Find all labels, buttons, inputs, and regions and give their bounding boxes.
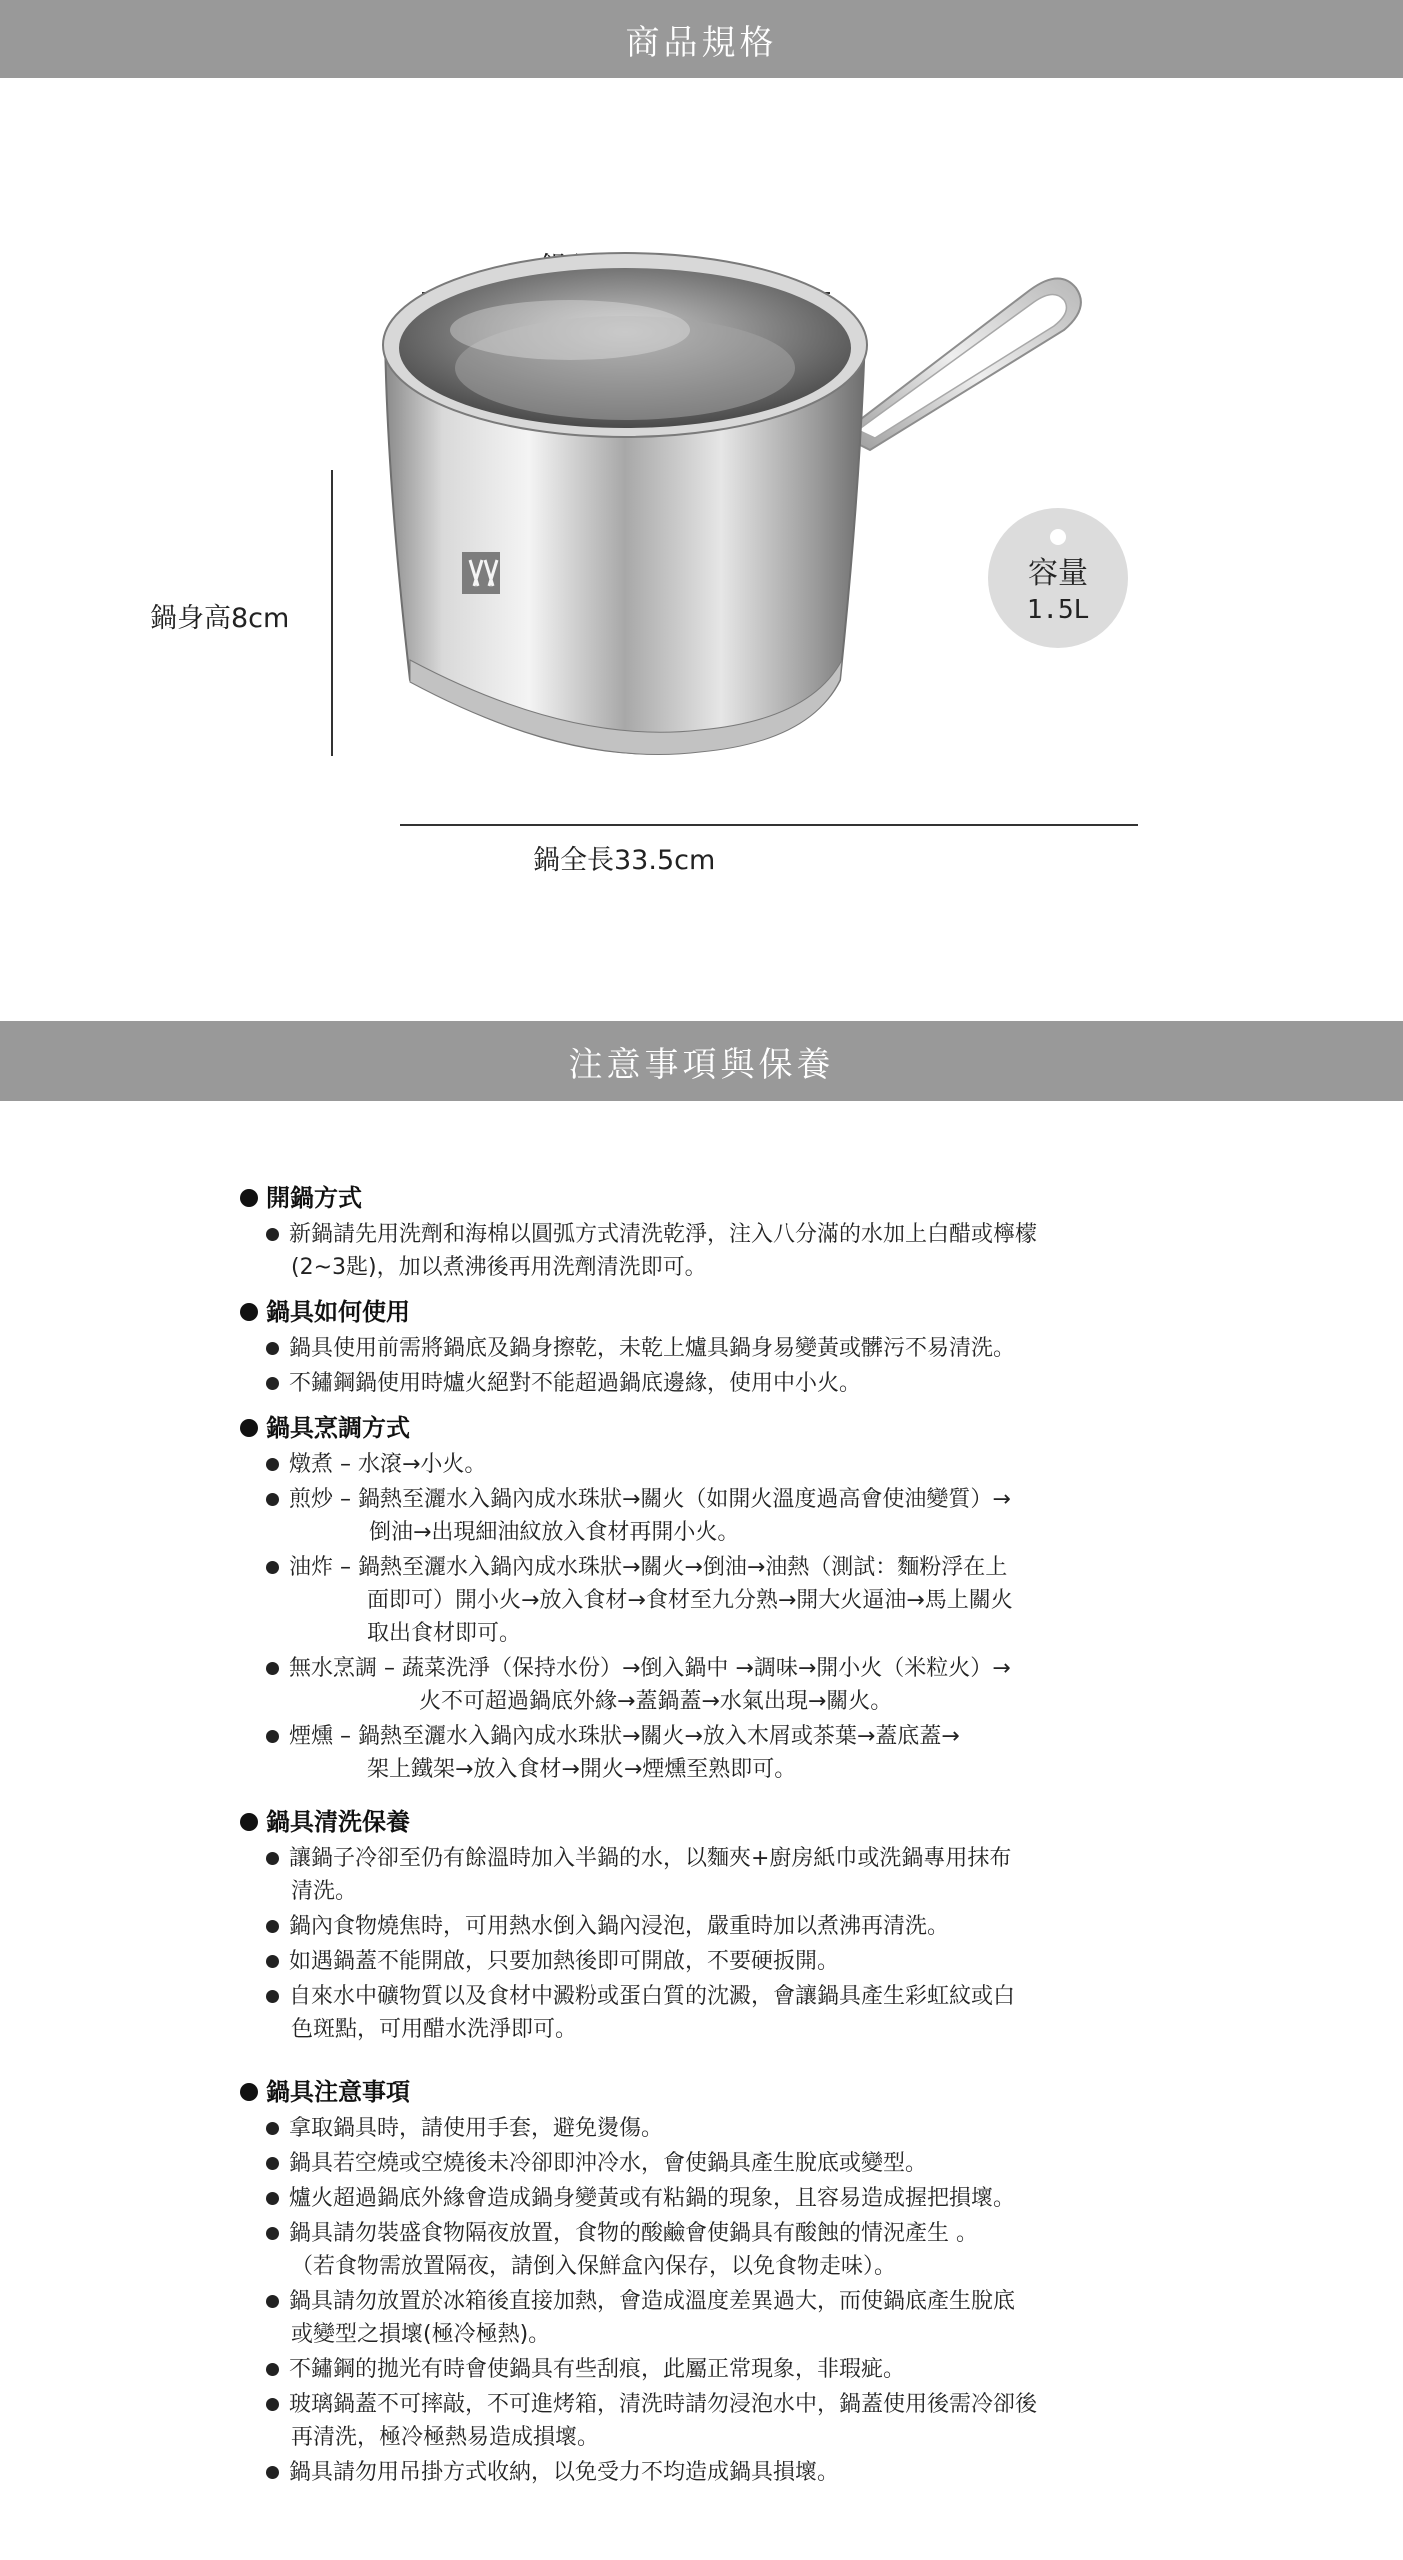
item-bullet: [266, 1561, 279, 1574]
item-bullet: [266, 1990, 279, 2003]
section-bullet: [240, 1189, 258, 1207]
list-item: [240, 2217, 1160, 2283]
list-item: [240, 1218, 1160, 1284]
section-title-text: 鍋具烹調方式: [266, 1414, 410, 1442]
capacity-badge: [988, 508, 1128, 648]
item-bullet: [266, 2227, 279, 2240]
list-item: [240, 2285, 1160, 2351]
item-line: 鍋具請勿放置於冰箱後直接加熱，會造成溫度差異過大，而使鍋底產生脫底: [289, 2289, 1016, 2314]
item-line: 玻璃鍋蓋不可摔敲，不可進烤箱，清洗時請勿浸泡水中，鍋蓋使用後需冷卻後: [289, 2392, 1038, 2417]
list-item: [240, 2388, 1160, 2454]
capacity-value: 1.5L: [1026, 595, 1090, 625]
item-line: 火不可超過鍋底外緣→蓋鍋蓋→水氣出現→關火。: [419, 1689, 893, 1714]
section-precautions: [240, 2074, 1160, 2489]
list-item: [240, 2353, 1160, 2386]
item-line: 鍋具請勿用吊掛方式收納，以免受力不均造成鍋具損壞。: [289, 2460, 840, 2485]
list-item: [240, 2456, 1160, 2489]
section-title: [240, 1804, 1160, 1840]
item-bullet: [266, 2192, 279, 2205]
capacity-title: 容量: [1028, 556, 1088, 591]
item-bullet: [266, 1730, 279, 1743]
care-header: 注意事項與保養: [0, 1021, 1403, 1101]
item-bullet: [266, 1342, 279, 1355]
item-bullet: [266, 2157, 279, 2170]
item-bullet: [266, 2122, 279, 2135]
section-cleaning: [240, 1804, 1160, 2046]
height-label: 鍋身高8cm: [150, 603, 290, 634]
section-title: [240, 1294, 1160, 1330]
height-line: [331, 470, 333, 756]
capacity-dot: [1050, 529, 1066, 545]
section-cooking: [240, 1410, 1160, 1786]
item-line: 鍋具使用前需將鍋底及鍋身擦乾，未乾上爐具鍋身易變黃或髒污不易清洗。: [289, 1336, 1016, 1361]
item-line: 面即可）開小火→放入食材→食材至九分熟→開大火逼油→馬上關火: [367, 1588, 1013, 1613]
item-bullet: [266, 2466, 279, 2479]
section-bullet: [240, 1419, 258, 1437]
section-title: [240, 2074, 1160, 2110]
section-title: [240, 1180, 1160, 1216]
item-line: 如遇鍋蓋不能開啟，只要加熱後即可開啟，不要硬扳開。: [289, 1949, 840, 1974]
section-title-text: 鍋具如何使用: [266, 1298, 410, 1326]
list-item: [240, 1652, 1160, 1718]
item-line: 自來水中礦物質以及食材中澱粉或蛋白質的沈澱，會讓鍋具產生彩虹紋或白: [289, 1984, 1016, 2009]
item-line: 色斑點，可用醋水洗淨即可。: [291, 2017, 578, 2042]
item-bullet: [266, 1852, 279, 1865]
length-line: [400, 824, 1138, 826]
section-bullet: [240, 1303, 258, 1321]
item-line: 不鏽鋼鍋使用時爐火絕對不能超過鍋底邊緣，使用中小火。: [289, 1371, 862, 1396]
item-line: 鍋具若空燒或空燒後未冷卻即沖冷水，會使鍋具產生脫底或變型。: [289, 2151, 928, 2176]
list-item: [240, 1910, 1160, 1943]
section-title-text: 鍋具清洗保養: [266, 1808, 410, 1836]
section-title: [240, 1410, 1160, 1446]
item-line: 取出食材即可。: [367, 1621, 522, 1646]
list-item: [240, 1720, 1160, 1786]
list-item: [240, 1448, 1160, 1481]
list-item: [240, 1551, 1160, 1650]
item-line: 或變型之損壞(極冷極熱)。: [291, 2322, 551, 2347]
list-item: [240, 1483, 1160, 1549]
item-bullet: [266, 1493, 279, 1506]
section-opening: [240, 1180, 1160, 1284]
item-line: 煎炒 – 鍋熱至灑水入鍋內成水珠狀→關火（如開火溫度過高會使油變質）→: [289, 1487, 1011, 1512]
item-line: 燉煮 – 水滾→小火。: [289, 1452, 487, 1477]
item-line: 新鍋請先用洗劑和海棉以圓弧方式清洗乾淨，注入八分滿的水加上白醋或檸檬: [289, 1222, 1038, 1247]
item-bullet: [266, 1920, 279, 1933]
section-title-text: 鍋具注意事項: [266, 2078, 410, 2106]
item-bullet: [266, 1458, 279, 1471]
item-line: 爐火超過鍋底外緣會造成鍋身變黃或有粘鍋的現象，且容易造成握把損壞。: [289, 2186, 1016, 2211]
spec-header: 商品規格: [0, 0, 1403, 78]
item-bullet: [266, 1228, 279, 1241]
item-bullet: [266, 2363, 279, 2376]
care-instructions: [240, 1180, 1160, 2499]
item-line: 無水烹調 – 蔬菜洗淨（保持水份）→倒入鍋中 →調味→開小火（米粒火）→: [289, 1656, 1011, 1681]
item-line: (2~3匙)，加以煮沸後再用洗劑清洗即可。: [291, 1255, 707, 1280]
list-item: [240, 1367, 1160, 1400]
item-line: 讓鍋子冷卻至仍有餘溫時加入半鍋的水，以麵夾+廚房紙巾或洗鍋專用抹布: [289, 1846, 1012, 1871]
section-usage: [240, 1294, 1160, 1400]
item-bullet: [266, 1955, 279, 1968]
item-bullet: [266, 2295, 279, 2308]
item-line: 再清洗，極冷極熱易造成損壞。: [291, 2425, 600, 2450]
item-line: （若食物需放置隔夜，請倒入保鮮盒內保存，以免食物走味）。: [291, 2254, 897, 2279]
list-item: [240, 1945, 1160, 1978]
length-label: 鍋全長33.5cm: [533, 845, 716, 876]
list-item: [240, 1332, 1160, 1365]
list-item: [240, 2147, 1160, 2180]
section-bullet: [240, 2083, 258, 2101]
list-item: [240, 2182, 1160, 2215]
item-line: 不鏽鋼的拋光有時會使鍋具有些刮痕，此屬正常現象，非瑕疵。: [289, 2357, 906, 2382]
item-line: 鍋具請勿裝盛食物隔夜放置，食物的酸鹼會使鍋具有酸蝕的情況產生 。: [289, 2221, 978, 2246]
item-line: 倒油→出現細油紋放入食材再開小火。: [369, 1520, 740, 1545]
item-line: 架上鐵架→放入食材→開火→煙燻至熟即可。: [367, 1757, 797, 1782]
item-bullet: [266, 2398, 279, 2411]
list-item: [240, 1980, 1160, 2046]
list-item: [240, 2112, 1160, 2145]
item-bullet: [266, 1377, 279, 1390]
item-line: 油炸 – 鍋熱至灑水入鍋內成水珠狀→關火→倒油→油熱（測試：麵粉浮在上: [289, 1555, 1008, 1580]
item-line: 鍋內食物燒焦時，可用熱水倒入鍋內浸泡，嚴重時加以煮沸再清洗。: [289, 1914, 950, 1939]
list-item: [240, 1842, 1160, 1908]
item-line: 清洗。: [291, 1879, 358, 1904]
section-title-text: 開鍋方式: [266, 1184, 362, 1212]
section-bullet: [240, 1813, 258, 1831]
item-line: 拿取鍋具時，請使用手套，避免燙傷。: [289, 2116, 664, 2141]
item-line: 煙燻 – 鍋熱至灑水入鍋內成水珠狀→關火→放入木屑或茶葉→蓋底蓋→: [289, 1724, 960, 1749]
item-bullet: [266, 1662, 279, 1675]
